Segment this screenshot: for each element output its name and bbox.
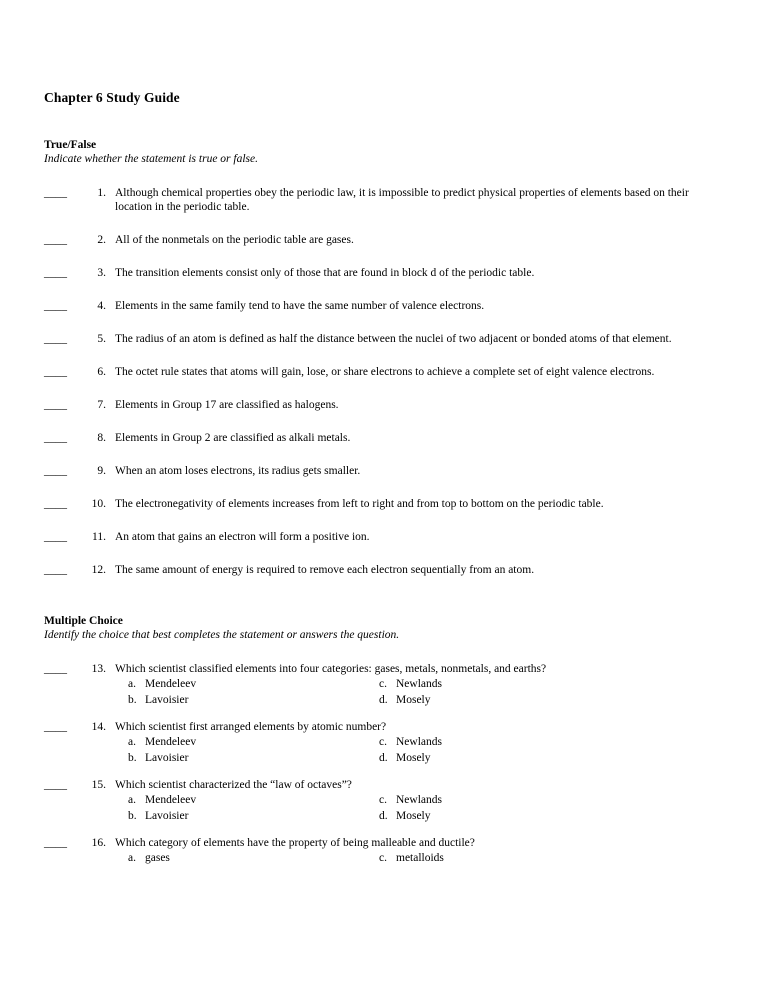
question-number: 15.	[91, 779, 106, 791]
option-choice-a[interactable]	[128, 792, 196, 808]
question-item	[44, 720, 724, 766]
option-choice-b[interactable]	[128, 808, 188, 824]
option-row	[115, 792, 724, 808]
section-multiple-choice	[44, 614, 724, 866]
answer-blank[interactable]: ____	[44, 333, 67, 345]
option-row	[115, 750, 724, 766]
option-row	[115, 692, 724, 708]
question-number: 14.	[91, 721, 106, 733]
answer-blank[interactable]: ____	[44, 234, 67, 246]
option-letter: b.	[128, 752, 137, 764]
option-label: gases	[145, 852, 170, 864]
section-heading: True/False	[44, 139, 97, 151]
question-text: Which category of elements have the property of being malleable and ductile?	[115, 837, 475, 849]
section-instruction: Indicate whether the statement is true or false.	[44, 153, 258, 165]
question-number: 1.	[97, 187, 106, 199]
question-text: The same amount of energy is required to remove each electron sequentially from an atom.	[115, 564, 535, 576]
option-choice-d[interactable]	[379, 692, 431, 708]
option-label: Lavoisier	[145, 810, 189, 822]
answer-blank[interactable]: ____	[44, 779, 67, 791]
option-label: Mendeleev	[145, 736, 197, 748]
option-label: Mosely	[396, 810, 431, 822]
question-item	[44, 186, 724, 214]
answer-blank[interactable]: ____	[44, 721, 67, 733]
option-row	[115, 676, 724, 692]
question-text: An atom that gains an electron will form a positive ion.	[115, 531, 370, 543]
question-item	[44, 662, 724, 708]
option-label: Lavoisier	[145, 694, 189, 706]
document-content	[44, 90, 724, 866]
option-row	[115, 808, 724, 824]
option-letter: c.	[379, 678, 387, 690]
option-letter: b.	[128, 694, 137, 706]
question-number: 6.	[97, 366, 106, 378]
question-item	[44, 233, 724, 247]
option-label: Lavoisier	[145, 752, 189, 764]
option-choice-c[interactable]	[379, 850, 444, 866]
question-item	[44, 563, 724, 577]
answer-blank[interactable]: ____	[44, 366, 67, 378]
question-text: Elements in the same family tend to have the same number of valence electrons.	[115, 300, 485, 312]
question-number: 16.	[91, 837, 106, 849]
option-letter: a.	[128, 794, 136, 806]
option-label: Mendeleev	[145, 794, 197, 806]
section-heading: Multiple Choice	[44, 615, 123, 627]
option-letter: c.	[379, 852, 387, 864]
option-letter: b.	[128, 810, 137, 822]
option-choice-d[interactable]	[379, 808, 431, 824]
option-label: Mosely	[396, 694, 431, 706]
document-sections	[44, 138, 724, 866]
option-letter: a.	[128, 678, 136, 690]
question-list	[44, 662, 724, 866]
question-number: 9.	[97, 465, 106, 477]
question-number: 3.	[97, 267, 106, 279]
option-choice-b[interactable]	[128, 750, 188, 766]
page-title: Chapter 6 Study Guide	[44, 90, 180, 105]
option-row	[115, 734, 724, 750]
option-choice-a[interactable]	[128, 734, 196, 750]
option-group	[115, 676, 724, 708]
section-true-false	[44, 138, 724, 577]
question-number: 13.	[91, 663, 106, 675]
option-letter: c.	[379, 736, 387, 748]
answer-blank[interactable]: ____	[44, 663, 67, 675]
option-letter: a.	[128, 736, 136, 748]
option-label: Newlands	[396, 736, 442, 748]
option-label: Newlands	[396, 678, 442, 690]
option-letter: a.	[128, 852, 136, 864]
question-item	[44, 836, 724, 866]
question-item	[44, 266, 724, 280]
option-choice-c[interactable]	[379, 734, 442, 750]
answer-blank[interactable]: ____	[44, 465, 67, 477]
option-choice-d[interactable]	[379, 750, 431, 766]
question-item	[44, 398, 724, 412]
question-item	[44, 299, 724, 313]
question-number: 11.	[92, 531, 106, 543]
question-number: 5.	[97, 333, 106, 345]
option-letter: d.	[379, 752, 388, 764]
question-text: The radius of an atom is defined as half the distance between the nuclei of two adjacent or bonded atoms of that element.	[115, 333, 672, 345]
answer-blank[interactable]: ____	[44, 531, 67, 543]
question-item	[44, 431, 724, 445]
answer-blank[interactable]: ____	[44, 399, 67, 411]
answer-blank[interactable]: ____	[44, 837, 67, 849]
question-number: 8.	[97, 432, 106, 444]
question-text: All of the nonmetals on the periodic table are gases.	[115, 234, 354, 246]
section-instruction: Identify the choice that best completes the statement or answers the question.	[44, 629, 400, 641]
question-text: The octet rule states that atoms will gain, lose, or share electrons to achieve a complete set of eight valence electrons.	[115, 366, 655, 378]
option-label: Newlands	[396, 794, 442, 806]
option-choice-a[interactable]	[128, 676, 196, 692]
answer-blank[interactable]: ____	[44, 267, 67, 279]
question-text: Elements in Group 17 are classified as halogens.	[115, 399, 339, 411]
answer-blank[interactable]: ____	[44, 187, 67, 199]
option-label: Mendeleev	[145, 678, 197, 690]
question-item	[44, 530, 724, 544]
option-row	[115, 850, 724, 866]
question-text: The transition elements consist only of those that are found in block d of the periodic table.	[115, 267, 535, 279]
option-choice-c[interactable]	[379, 676, 442, 692]
question-text: Which scientist classified elements into four categories: gases, metals, nonmetals, and earths?	[115, 663, 547, 675]
question-item	[44, 497, 724, 511]
question-text: Which scientist characterized the “law of octaves”?	[115, 779, 352, 791]
option-label: Mosely	[396, 752, 431, 764]
option-choice-a[interactable]	[128, 850, 170, 866]
option-letter: d.	[379, 694, 388, 706]
answer-blank[interactable]: ____	[44, 564, 67, 576]
question-number: 12.	[91, 564, 106, 576]
question-number: 10.	[91, 498, 106, 510]
option-group	[115, 792, 724, 824]
question-item	[44, 464, 724, 478]
option-letter: d.	[379, 810, 388, 822]
question-text: Elements in Group 2 are classified as alkali metals.	[115, 432, 351, 444]
question-item	[44, 778, 724, 824]
option-label: metalloids	[396, 852, 444, 864]
question-text: Although chemical properties obey the periodic law, it is impossible to predict physical properties of elements based on their location in the periodic table.	[115, 187, 689, 213]
answer-blank[interactable]: ____	[44, 432, 67, 444]
option-letter: c.	[379, 794, 387, 806]
question-text: The electronegativity of elements increases from left to right and from top to bottom on the periodic table.	[115, 498, 604, 510]
question-item	[44, 332, 724, 346]
answer-blank[interactable]: ____	[44, 498, 67, 510]
option-choice-b[interactable]	[128, 692, 188, 708]
option-group	[115, 734, 724, 766]
question-list	[44, 186, 724, 577]
option-choice-c[interactable]	[379, 792, 442, 808]
question-number: 4.	[97, 300, 106, 312]
question-number: 2.	[97, 234, 106, 246]
option-group	[115, 850, 724, 866]
question-text: Which scientist first arranged elements by atomic number?	[115, 721, 387, 733]
question-text: When an atom loses electrons, its radius gets smaller.	[115, 465, 361, 477]
answer-blank[interactable]: ____	[44, 300, 67, 312]
question-number: 7.	[97, 399, 106, 411]
question-item	[44, 365, 724, 379]
